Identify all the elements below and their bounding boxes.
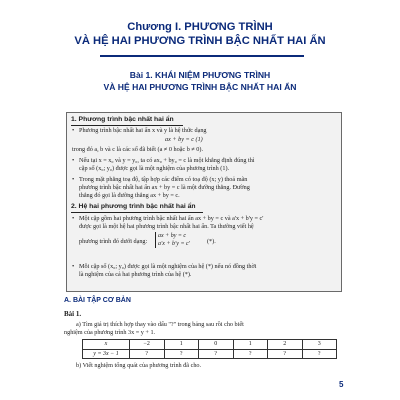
- s1-b2-line2: cặp số (x₀; y₀) được gọi là một nghiệm của phương trình (1).: [79, 165, 230, 172]
- s2-b2-line2: là nghiệm của cả hai phương trình của hệ (*).: [79, 271, 192, 278]
- system-row1: ax + by = c: [158, 233, 187, 239]
- table-cell: 2: [268, 340, 303, 350]
- table-cell: y = 3x − 1: [83, 349, 130, 359]
- table-cell: ?: [233, 349, 268, 359]
- table-cell: 1: [233, 340, 268, 350]
- table-cell: ?: [302, 349, 337, 359]
- table-cell: ?: [268, 349, 303, 359]
- s1-b3-line3: thẳng đó gọi là đường thẳng ax + by = c.: [79, 192, 180, 199]
- exercise-title: Bài 1.: [64, 310, 82, 318]
- s1-b3-line2: phương trình bậc nhất hai ẩn ax + by = c là một đường thẳng. Đường: [79, 184, 250, 191]
- table-cell: 0: [199, 340, 234, 350]
- bullet-icon: •: [72, 127, 75, 134]
- part-a-heading: A. BÀI TẬP CƠ BẢN: [64, 297, 131, 304]
- page-number: 5: [339, 380, 344, 389]
- s1-b3-line1: Trong mặt phẳng toạ độ, tập hợp các điểm có toạ độ (x; y) thoả mãn: [79, 176, 248, 183]
- bullet-icon: •: [72, 176, 75, 183]
- table-cell: ?: [164, 349, 199, 359]
- section1-title: 1. Phương trình bậc nhất hai ẩn: [71, 116, 174, 123]
- s2-b2-line1: Mỗi cặp số (x₀; y₀) được gọi là một nghiệm của hệ (*) nếu nó đồng thời: [79, 263, 257, 270]
- chapter-title-line1: Chương I. PHƯƠNG TRÌNH: [127, 21, 273, 33]
- bullet-icon: •: [72, 215, 75, 222]
- s2-b1-line3: phương trình đó dưới dạng:: [79, 238, 148, 245]
- chapter-underline: [100, 55, 304, 57]
- lesson-title-line1: Bài 1. KHÁI NIỆM PHƯƠNG TRÌNH: [129, 70, 271, 80]
- chapter-title-line2: VÀ HỆ HAI PHƯƠNG TRÌNH BẬC NHẤT HAI ẨN: [74, 35, 326, 47]
- s2-b1-line2: được gọi là một hệ hai phương trình bậc nhất hai ẩn. Ta thường viết hệ: [79, 223, 254, 230]
- lesson-title: [0, 69, 400, 93]
- s1-b2-line1: Nếu tại x = x₀ và y = y₀, ta có ax₀ + by₀ = c là một khẳng định đúng thì: [79, 157, 255, 164]
- exercise-a-line1: a) Tìm giá trị thích hợp thay vào dấu "?" trong bảng sau rồi cho biết: [76, 321, 244, 328]
- table-cell: ?: [130, 349, 165, 359]
- lesson-title-line2: VÀ HỆ HAI PHƯƠNG TRÌNH BẬC NHẤT HAI ẨN: [103, 82, 297, 92]
- table-cell: 1: [164, 340, 199, 350]
- table-cell: −2: [130, 340, 165, 350]
- s1-b1-line2: trong đó a, b và c là các số đã biết (a ≠ 0 hoặc b ≠ 0).: [72, 146, 204, 153]
- bullet-icon: •: [72, 263, 75, 270]
- section1-underline: [71, 125, 183, 126]
- bullet-icon: •: [72, 157, 75, 164]
- equation-system: [155, 232, 190, 248]
- chapter-title: [0, 20, 400, 48]
- values-table: [82, 339, 337, 359]
- system-tag: (*).: [207, 238, 216, 245]
- section2-underline: [71, 212, 203, 213]
- exercise-b-line1: b) Viết nghiệm tổng quát của phương trình đã cho.: [76, 362, 202, 369]
- s2-b1-line1: Một cặp gồm hai phương trình bậc nhất hai ẩn ax + by = c và a'x + b'y = c': [79, 215, 264, 222]
- table-cell: x: [83, 340, 130, 350]
- section2-title: 2. Hệ hai phương trình bậc nhất hai ẩn: [71, 203, 196, 210]
- table-row: [83, 349, 337, 359]
- section2-heading: [71, 203, 196, 210]
- table-cell: ?: [199, 349, 234, 359]
- table-row: [83, 340, 337, 350]
- s1-b1-equation: ax + by = c (1): [165, 136, 203, 143]
- system-row2: a'x + b'y = c': [158, 241, 190, 247]
- exercise-a-line2: nghiệm của phương trình 3x = y + 1.: [64, 329, 156, 336]
- table-cell: 3: [302, 340, 337, 350]
- section1-heading: [71, 116, 174, 123]
- s1-b1-line1: Phương trình bậc nhất hai ẩn x và y là hệ thức dạng: [79, 127, 207, 134]
